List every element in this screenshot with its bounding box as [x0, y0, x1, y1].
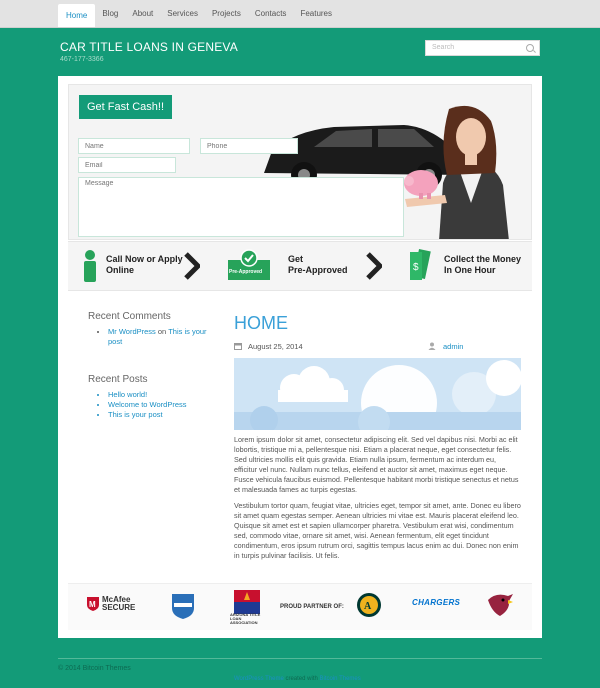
step-2-text: [288, 254, 348, 276]
user-icon: [428, 342, 436, 350]
cardinals-logo-icon: [486, 592, 514, 618]
step-1-text: [106, 254, 183, 276]
comment-author-link[interactable]: Mr WordPress: [108, 327, 156, 336]
step-1-line-2: Online: [106, 265, 135, 275]
step-3-line-2: In One Hour: [444, 265, 496, 275]
footer-theme-link[interactable]: WordPress Theme: [234, 676, 284, 682]
nav-item-contacts[interactable]: Contacts: [254, 9, 287, 18]
top-navigation: [0, 0, 600, 28]
step-3-line-1: Collect the Money: [444, 254, 522, 264]
recent-post-link[interactable]: • Hello world!: [108, 390, 187, 400]
nav-item-services[interactable]: Services: [167, 9, 198, 18]
consumer-protection-badge-icon: [168, 591, 198, 621]
phone-field[interactable]: [200, 138, 298, 154]
site-title[interactable]: CAR TITLE LOANS IN GENEVA: [60, 40, 238, 54]
arizona-flag-icon: [234, 590, 260, 614]
nav-item-home[interactable]: Home: [58, 4, 95, 27]
recent-posts-list: [88, 390, 187, 420]
footer-copyright: © 2014 Bitcoin Themes: [58, 665, 131, 672]
step-2-line-1: Get: [288, 254, 304, 264]
svg-text:M: M: [89, 600, 96, 609]
recent-comments-heading: Recent Comments: [88, 311, 171, 322]
footer-divider: [58, 658, 542, 659]
post-paragraph: Vestibulum tortor quam, feugiat vitae, ultricies eget, tempor sit amet, ante. Donec eu libero sit amet quam egestas semper. Aenean ultricies mi vitae est. Mauris placerat eleifend leo. Quisque sit amet est et sapien ullamcorper pharetra. Vestibulum erat wisi, condimentum sed, commodo vitae, ornare sit amet, wisi. Aenean fermentum, elit eget tincidunt condimentum, eros ipsum rutrum orci, sagittis tempus lacus enim ac dui. Donec non enim in turpis pulvinar facilisis. Ut felis.: [234, 501, 521, 560]
recent-comments-list: [88, 327, 218, 347]
site-phone: 467-177-3366: [60, 56, 104, 63]
message-field[interactable]: [78, 177, 404, 237]
recent-post-link[interactable]: • This is your post: [108, 410, 187, 420]
footer-author-link[interactable]: Bitcoin Themes: [319, 676, 361, 682]
step-3-text: [444, 254, 521, 276]
footer-credit-mid: created with: [285, 676, 318, 682]
chargers-logo: CHARGERS: [412, 598, 461, 607]
post-date: August 25, 2014: [248, 342, 303, 351]
svg-text:A: A: [364, 601, 372, 612]
woman-with-piggy-bank-image: [399, 103, 521, 240]
recent-posts-heading: Recent Posts: [88, 374, 148, 385]
arizona-association-logo: ARIZONA TITLE LOAN ASSOCIATION: [230, 612, 261, 625]
steps-band: [68, 241, 532, 291]
svg-text:$: $: [413, 262, 419, 273]
search-input[interactable]: [425, 40, 540, 56]
post-paragraph: Lorem ipsum dolor sit amet, consectetur adipiscing elit. Sed vel dapibus nisi. Morbi ac elit lobortis, tristique mi a, pellentesque nisi. Etiam a placerat neque, eget consectetur felis. Sed ultricies mollis elit quis gravida. Etiam nulla ipsum, fermentum ac interdum eu, efficitur vel nunc. Nullam nunc tellus, eleifend et auctor sit amet, maximus eget neque. Fusce vehicula faucibus euismod. Pellentesque habitant morbi tristique senectus et netus et malesuada fames ac turpis egestas.: [234, 435, 519, 494]
post-body: [234, 435, 521, 567]
get-fast-cash-heading: Get Fast Cash!!: [79, 95, 172, 119]
nav-item-features[interactable]: Features: [300, 9, 333, 18]
money-icon: [406, 248, 432, 282]
athletics-logo-icon: [356, 592, 382, 618]
mcafee-secure-logo: McAfee SECURE: [102, 595, 136, 612]
main-content-card: [58, 76, 542, 638]
search-placeholder: Search: [432, 44, 455, 51]
chevron-right-icon: [366, 252, 382, 280]
name-field[interactable]: [78, 138, 190, 154]
calendar-icon: [234, 342, 242, 350]
hero-banner: [68, 84, 532, 240]
mcafee-shield-icon: [86, 596, 100, 612]
comment-post-link[interactable]: This is your post: [108, 327, 207, 346]
nav-item-blog[interactable]: Blog: [102, 9, 119, 18]
nav-item-projects[interactable]: Projects: [211, 9, 241, 18]
person-icon: [82, 250, 98, 282]
comment-item: [108, 327, 218, 347]
pre-approved-badge-icon: [226, 248, 272, 282]
partners-bar: [68, 583, 532, 630]
step-2-line-2: Pre-Approved: [288, 265, 348, 275]
clouds-image: [234, 358, 521, 430]
nav-menu: [0, 0, 600, 27]
post-title: HOME: [234, 313, 288, 333]
email-field[interactable]: [78, 157, 176, 173]
search-icon[interactable]: [526, 44, 534, 52]
chevron-right-icon: [184, 252, 200, 280]
recent-post-link[interactable]: • Welcome to WordPress: [108, 400, 187, 410]
post-author-link[interactable]: admin: [443, 342, 464, 351]
nav-item-about[interactable]: About: [132, 9, 154, 18]
step-1-line-1: Call Now or Apply: [106, 254, 183, 264]
comment-on-text: on: [157, 327, 167, 336]
proud-partner-label: PROUD PARTNER OF:: [280, 604, 344, 610]
pre-approved-badge-label: Pre-Approved: [229, 269, 263, 275]
footer-credit: [234, 676, 361, 682]
